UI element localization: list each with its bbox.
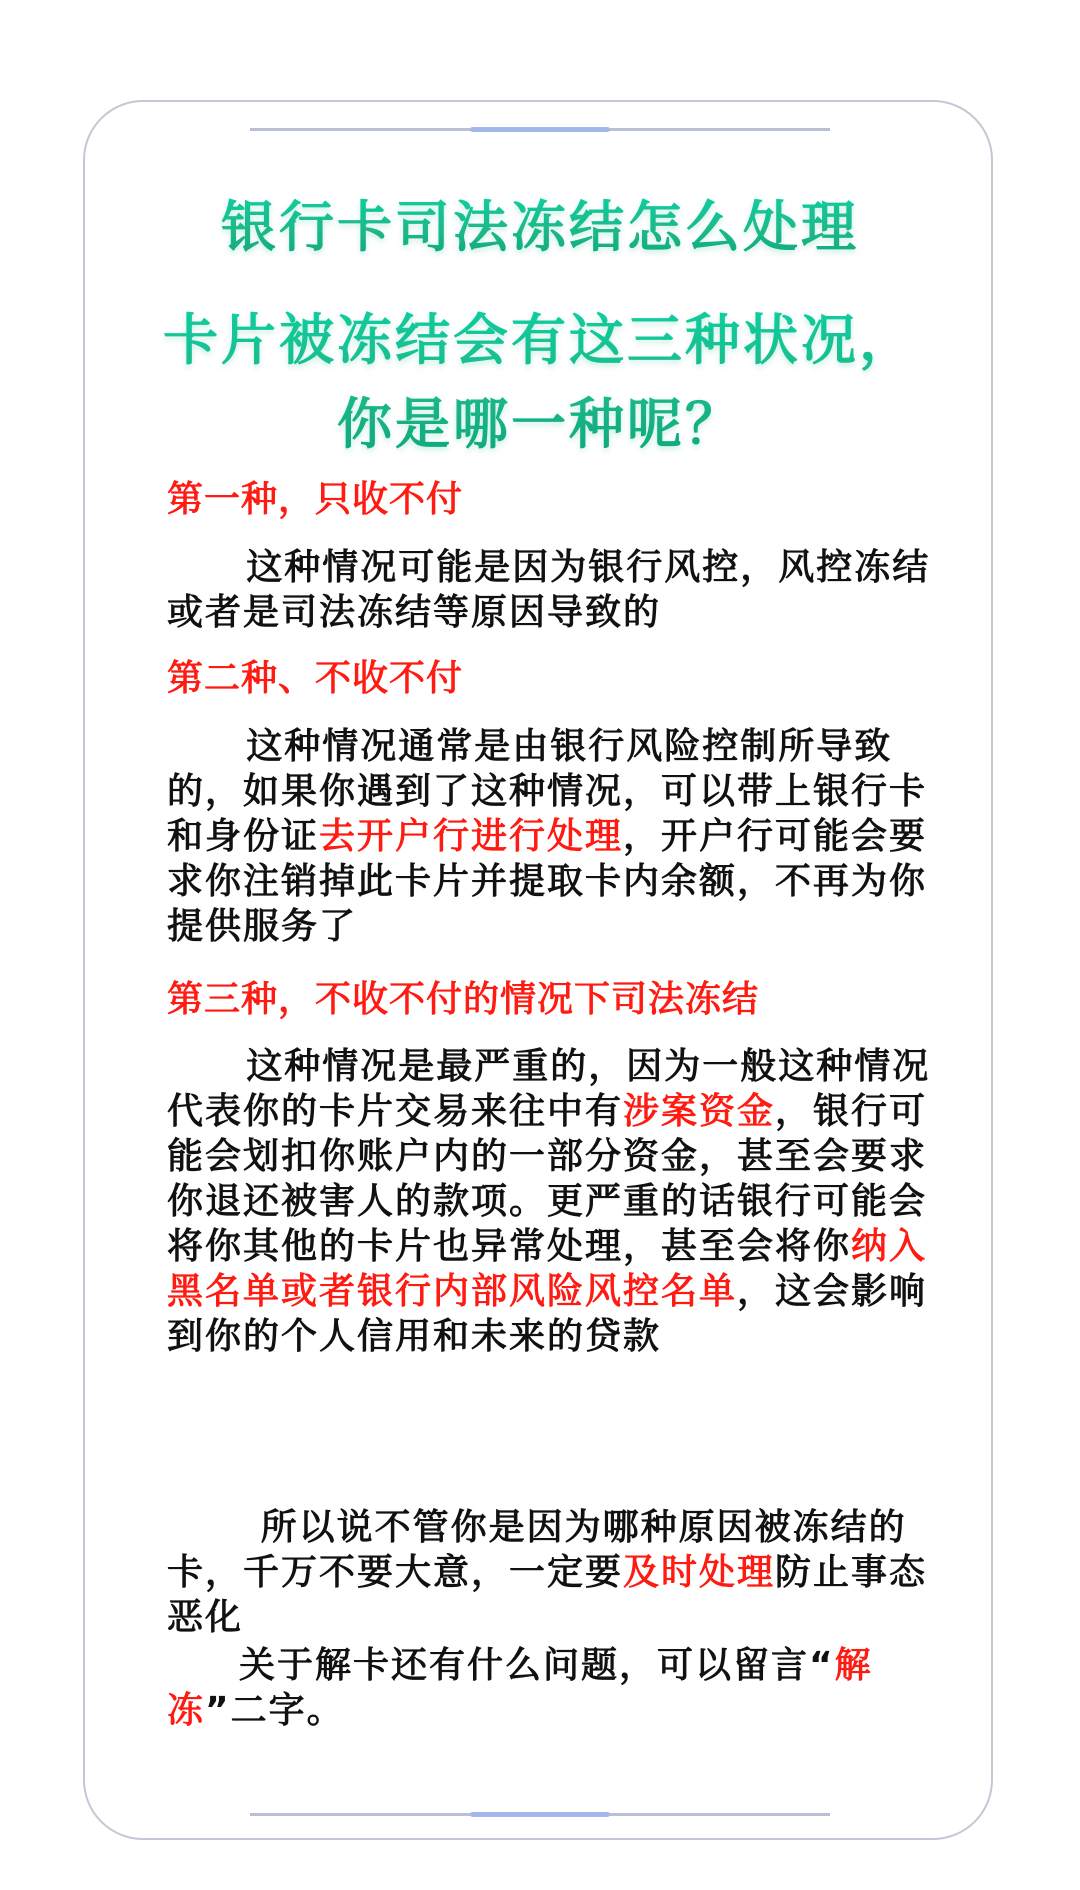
- bottom-divider: [250, 1813, 830, 1816]
- section-2-text-2: ，开户行可能会要求你注销掉此卡片并提取卡内余额，不再为你提供服务了: [167, 816, 928, 947]
- section-3-highlight-2: 纳入黑名单或者银行内部风险风控名单: [167, 1226, 928, 1312]
- section-2-body: [167, 724, 957, 949]
- closing-text-1: 所以说不管你是因为哪种原因被冻结的卡，千万不要大意，一定要: [167, 1507, 907, 1593]
- section-1-heading: 第一种，只收不付: [167, 479, 464, 520]
- closing-text-2: 防止事态恶化: [167, 1552, 928, 1638]
- section-3-text-1: 这种情况是最严重的，因为一般这种情况代表你的卡片交易来往中有: [167, 1046, 931, 1132]
- subtitle-line-1: 卡片被冻结会有这三种状况，: [162, 308, 917, 372]
- subtitle-line-2: 你是哪一种呢？: [336, 392, 743, 456]
- section-2-highlight: 去开户行进行处理: [319, 816, 624, 857]
- section-1-body: [167, 545, 957, 635]
- top-divider: [250, 128, 830, 131]
- section-3-highlight-1: 涉案资金: [623, 1091, 776, 1132]
- footer-text-2: ”二字。: [205, 1690, 345, 1731]
- page-title: 银行卡司法冻结怎么处理: [150, 192, 930, 262]
- section-1-text: 这种情况可能是因为银行风控，风控冻结或者是司法冻结等原因导致的: [167, 547, 931, 633]
- section-3-body: [167, 1044, 957, 1359]
- footer-highlight: 解冻: [167, 1645, 873, 1731]
- section-2-heading: 第二种、不收不付: [167, 658, 464, 699]
- footer-paragraph: [167, 1643, 887, 1733]
- page-subtitle: [150, 298, 930, 466]
- section-3-text-2: ，银行可能会划扣你账户内的一部分资金，甚至会要求你退还被害人的款项。更严重的话银行可能会将你其他的卡片也异常处理，甚至会将你: [167, 1091, 928, 1267]
- section-3-text-3: ，这会影响到你的个人信用和未来的贷款: [167, 1271, 928, 1357]
- section-3-heading: 第三种，不收不付的情况下司法冻结: [167, 979, 760, 1020]
- top-divider-accent: [470, 127, 610, 132]
- closing-highlight: 及时处理: [623, 1552, 776, 1593]
- bottom-divider-accent: [470, 1812, 610, 1817]
- footer-text-1: 关于解卡还有什么问题，可以留言“: [239, 1645, 835, 1686]
- closing-paragraph: [167, 1505, 957, 1640]
- section-2-text-1: 这种情况通常是由银行风险控制所导致的，如果你遇到了这种情况，可以带上银行卡和身份证: [167, 726, 928, 857]
